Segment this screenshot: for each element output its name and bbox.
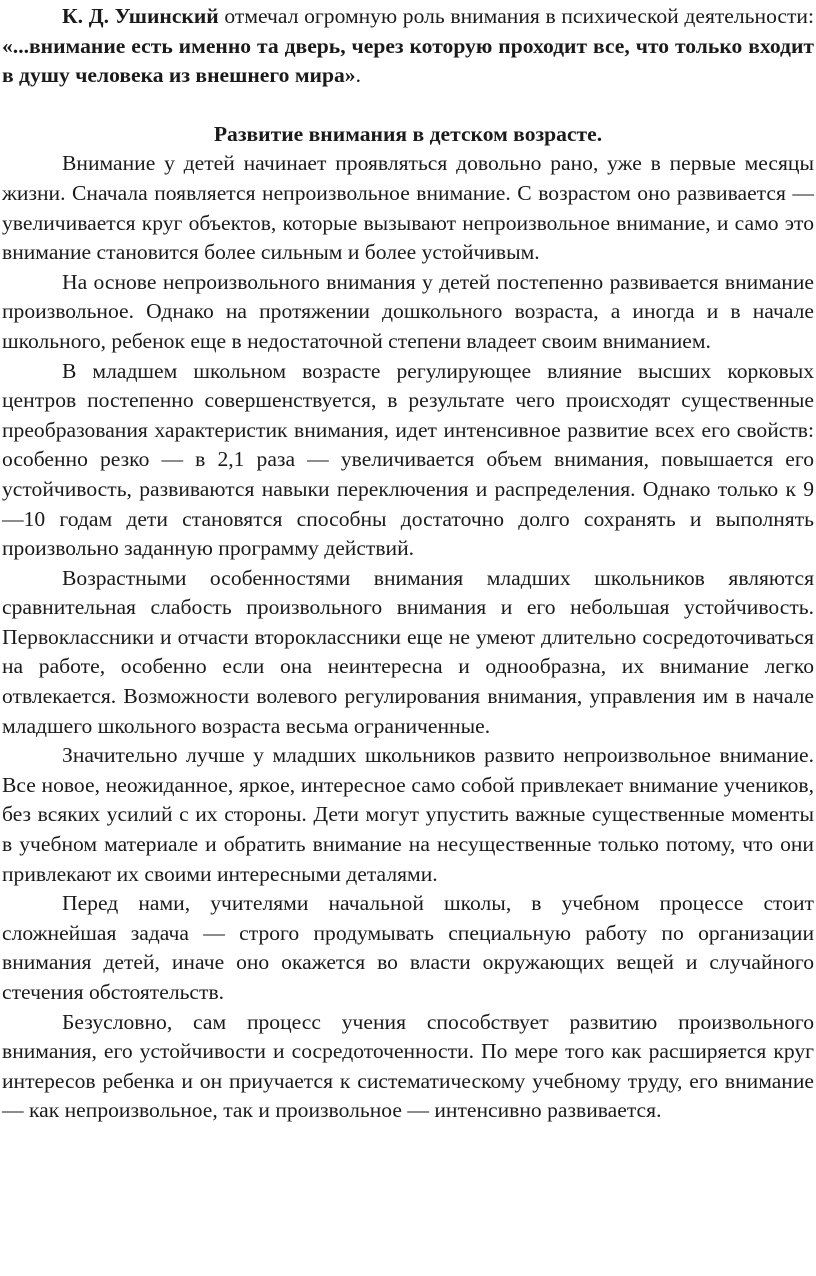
body-paragraph-1: Внимание у детей начинает проявляться довольно рано, уже в первые месяцы жизни. Сначала появляется непроизвольное внимание. С возрастом оно развивается — увеличивается круг объектов, которые вызывают непроизвольное внимание, и само это внимание становится более сильным и более устойчивым. (2, 151, 814, 265)
body-paragraph-6: Перед нами, учителями начальной школы, в учебном процессе стоит сложнейшая задача — строго продумывать специальную работу по организации внимания детей, иначе оно окажется во власти окружающих вещей и случайного стечения обстоятельств. (2, 891, 814, 1004)
author-name: К. Д. Ушинский (62, 4, 219, 28)
ushinsky-quote: «...внимание есть именно та дверь, через которую проходит все, что только входит в душу человека из внешнего мира» (2, 33, 814, 88)
body-paragraph-2: На основе непроизвольного внимания у детей постепенно развивается внимание произвольное. Однако на протяжении дошкольного возраста, а иногда и в начале школьного, ребенок еще в недостаточной степени владеет своим вниманием. (2, 269, 814, 353)
body-paragraph-5: Значительно лучше у младших школьников развито непроизвольное внимание. Все новое, неожиданное, яркое, интересное само собой привлекает внимание учеников, без всяких усилий с их стороны. Дети могут упустить важные существенные моменты в учебном материале и обратить внимание на несущественные только потому, что они привлекают их своими интересными деталями. (2, 743, 814, 886)
body-paragraph-7: Безусловно, сам процесс учения способствует развитию произвольного внимания, его устойчивости и сосредоточенности. По мере того как расширяется круг интересов ребенка и он приучается к систематическому учебному труду, его внимание — как непроизвольное, так и произвольное — интенсивно развивается. (2, 1009, 814, 1123)
body-paragraph-3: В младшем школьном возрасте регулирующее влияние высших корковых центров постепенно совершенствуется, в результате чего происходят существенные преобразования характеристик внимания, идет интенсивное развитие всех его свойств: особенно резко — в 2,1 раза — увеличивается объем внимания, повышается его устойчивость, развиваются навыки переключения и распределения. Однако только к 9—10 годам дети становятся способны достаточно долго сохранять и выполнять произвольно заданную программу действий. (2, 358, 814, 561)
section-heading: Развитие внимания в детском возрасте. (213, 121, 603, 146)
intro-lead-text: отмечал огромную роль внимания в психической деятельности: (218, 4, 814, 28)
intro-end-punct: . (355, 63, 361, 88)
body-paragraph-4: Возрастными особенностями внимания младших школьников являются сравнительная слабость произвольного внимания и его небольшая устойчивость. Первоклассники и отчасти второклассники еще не умеют длительно сосредоточиваться на работе, особенно если она неинтересна и однообразна, их внимание легко отвлекается. Возможности волевого регулирования внимания, управления им в начале младшего школьного возраста весьма ограниченные. (2, 565, 814, 738)
intro-paragraph (2, 2, 814, 91)
